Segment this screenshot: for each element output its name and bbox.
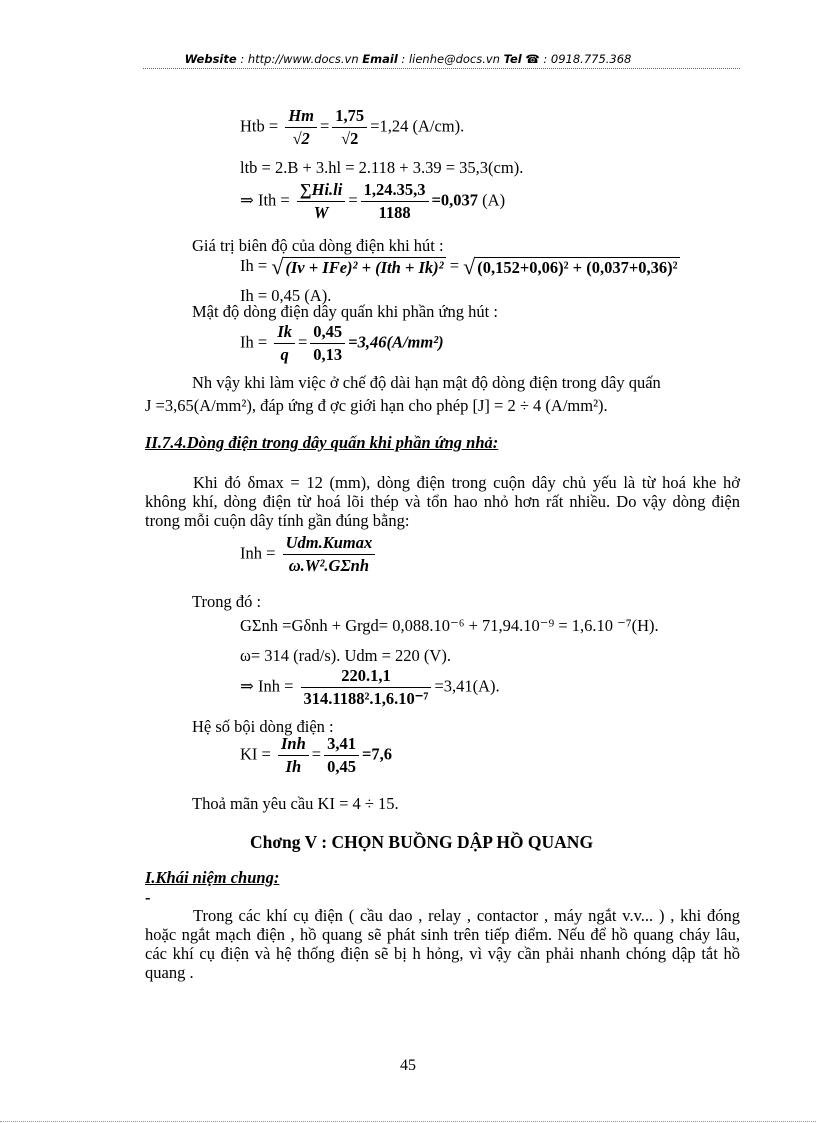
text-mat-do: Mật độ dòng điện dây quấn khi phần ứng hút : — [192, 302, 498, 321]
fraction-inh-ih: $\frac{\text{Inh}}{Ih}$ — [278, 734, 309, 777]
para-trong-cac: Trong các khí cụ điện ( cầu dao , relay , contactor , máy ngắt v.v... ) , khi đóng hoặc ngắt mạch điện , hồ quang sẽ phát sinh trên tiếp điểm. Nếu để hồ quang cháy lâu, các khí cụ điện và hệ thống điện sẽ bị h hỏng, vì vậy cần phải nhanh chóng dập tắt hồ quang . — [145, 906, 740, 982]
email-label: Email — [362, 52, 398, 66]
chapter-title: Chơng V : CHỌN BUỒNG DẬP HỒ QUANG — [250, 832, 594, 852]
para-nhu-vay-line1: Nh vậy khi làm việc ở chế độ dài hạn mật độ dòng điện trong dây quấn — [192, 373, 661, 392]
sqrt-symbolic: √ (Iv + IFe)² + (Ith + Ik)² — [271, 254, 444, 279]
fraction-value: $\frac{1,75}{√2}$ — [332, 106, 367, 149]
text-thoa-man: Thoả mãn yêu cầu KI = 4 ÷ 15. — [192, 794, 399, 813]
equation-inh-value: ⇒ Inh = $\frac{220.1,1}{\text{314.1188².1,6.10⁻⁷}}$ =3,41(A). — [240, 666, 500, 708]
eq-htb-result: =1,24 (A/cm). — [370, 116, 465, 136]
fraction-inh-value: $\frac{220.1,1}{\text{314.1188².1,6.10⁻⁷}}$ — [301, 666, 432, 709]
text-trong-do: Trong đó : — [192, 592, 262, 611]
eq-htb-lhs: Htb = — [240, 116, 279, 136]
equation-ltb: ltb = 2.B + 3.hl = 2.118 + 3.39 = 35,3(cm). — [240, 158, 524, 177]
fraction-ith-value: $\frac{1,24.35,3}{1188}$ — [361, 180, 429, 223]
equation-omega: ω= 314 (rad/s). Udm = 220 (V). — [240, 646, 451, 665]
dash-marker: - — [145, 888, 151, 907]
header-divider — [143, 68, 740, 69]
sqrt-numeric: √ (0,152+0,06)² + (0,037+0,36)² — [463, 254, 678, 279]
website-value: : http://www.docs.vn — [236, 52, 363, 66]
page-number: 45 — [400, 1057, 416, 1074]
text-he-so: Hệ số bội dòng điện : — [192, 717, 334, 736]
fraction-inh: $\frac{\text{Udm.Kumax}}{\text{ω.W².GΣnh}}$ — [283, 533, 376, 576]
para-khi-do: Khi đó δmax = 12 (mm), dòng điện trong cuộn dây chủ yếu là từ hoá khe hở không khí, dòng điện từ hoá lõi thép và tổn hao nhỏ hơn rất nhiều. Do vậy dòng điện trong mỗi cuộn dây tính gần đúng bằng: — [145, 473, 740, 530]
fraction-sum: $\frac{\sum Hi.li}{W}$ — [297, 180, 345, 223]
equation-inh: Inh = $\frac{\text{Udm.Kumax}}{\text{ω.W².GΣnh}}$ — [240, 533, 378, 576]
footer-divider — [0, 1121, 816, 1122]
implies-arrow: ⇒ — [240, 190, 254, 210]
fraction-ik-q: $\frac{Ik}{q}$ — [274, 322, 295, 365]
section-heading-i: I.Khái niệm chung: — [145, 868, 280, 887]
website-label: Website — [184, 52, 237, 66]
tel-label: Tel — [503, 52, 522, 66]
equation-ih-value: Ih = 0,45 (A). — [240, 286, 332, 305]
equation-htb: Htb = $\frac{Hm}{√2}$ = $\frac{1,75}{√2}$ =1,24 (A/cm). — [240, 106, 465, 148]
equation-ih-sqrt: Ih = √ (Iv + IFe)² + (Ith + Ik)² = √ (0,152+0,06)² + (0,037+0,36)² — [240, 254, 678, 279]
equation-gsum: GΣnh =Gδnh + Grgd= 0,088.10⁻⁶ + 71,94.10⁻⁹ = 1,6.10 ⁻⁷(H). — [240, 616, 659, 635]
text-bien-do: Giá trị biên độ của dòng điện khi hút : — [192, 236, 444, 255]
fraction-jh-value: $\frac{0,45}{0,13}$ — [310, 322, 345, 365]
equation-ki: KI = $\frac{\text{Inh}}{Ih}$ = $\frac{3,41}{0,45}$ =7,6 — [240, 734, 392, 776]
fraction-hm: $\frac{Hm}{√2}$ — [285, 106, 317, 149]
page-header — [0, 52, 816, 66]
section-heading-ii74: II.7.4.Dòng điện trong dây quấn khi phần ứng nhả: — [145, 433, 499, 452]
tel-value: ☎ : 0918.775.368 — [521, 52, 632, 66]
email-value: : lienhe@docs.vn — [397, 52, 504, 66]
para-nhu-vay-line2: J =3,65(A/mm²), đáp ứng đ ợc giới hạn cho phép [J] = 2 ÷ 4 (A/mm²). — [145, 396, 608, 415]
equation-ith: ⇒ Ith = $\frac{\sum Hi.li}{W}$ = $\frac{1,24.35,3}{1188}$ =0,037 (A) — [240, 180, 506, 222]
fraction-ki-value: $\frac{3,41}{0,45}$ — [324, 734, 359, 777]
equation-jh: Ih = $\frac{Ik}{q}$ = $\frac{0,45}{0,13}$ =3,46(A/mm²) — [240, 322, 444, 364]
